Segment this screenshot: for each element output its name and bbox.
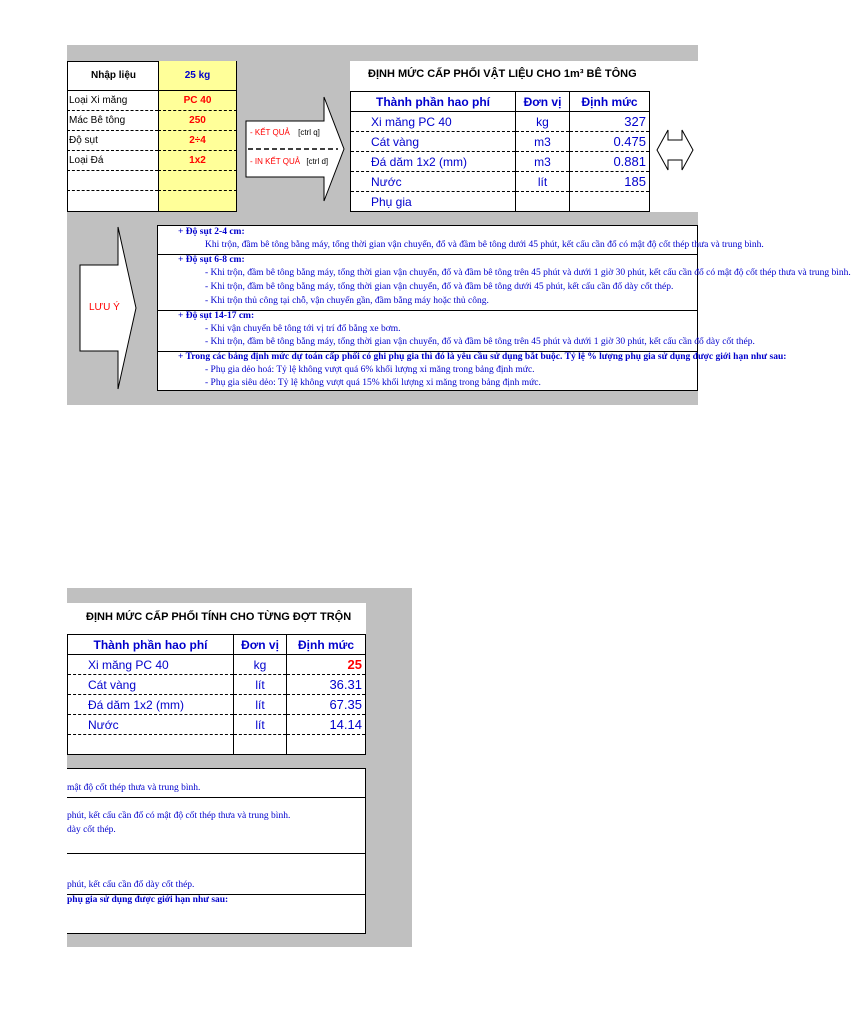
note-line: - Khi trộn, đầm bê tông bằng máy, tổng thời gian vận chuyển, đổ và đầm bê tông trên 45 phút và dưới 1 giờ 30 phút, kết cấu cần đổ dày cốt thép. xyxy=(205,337,755,347)
ket-qua-shortcut: [ctrl q] xyxy=(298,128,320,137)
table1-header-component: Thành phần hao phí xyxy=(351,92,516,112)
note-line: - Khi trộn, đầm bê tông bằng máy, tổng thời gian vận chuyển, đổ và đầm bê tông trên 45 phút và dưới 1 giờ 30 phút, kết cấu cần đổ có mật độ cốt thép thưa và trung bình. xyxy=(205,268,851,278)
in-ket-qua-label: - IN KẾT QUẢ xyxy=(250,157,301,166)
note-line: - Khi trộn, đầm bê tông bằng máy, tổng thời gian vận chuyển, đổ và đầm bê tông dưới 45 phút, kết cấu cần đổ dày cốt thép. xyxy=(205,282,674,292)
table2-cell-value xyxy=(287,735,366,755)
table1-cell-unit xyxy=(516,192,570,212)
table1-cell-unit: m3 xyxy=(516,132,570,152)
table2-cell-value: 67.35 xyxy=(287,695,366,715)
note-line: - Phụ gia dẻo hoá: Tỷ lệ không vượt quá 6% khối lượng xi măng trong bảng định mức. xyxy=(205,365,535,375)
table1-cell-value: 185 xyxy=(570,172,650,192)
note-line: + Độ sụt 2-4 cm: xyxy=(178,227,245,237)
note-line: - Khi vận chuyển bê tông tới vị trí đổ bằng xe bơm. xyxy=(205,324,401,334)
note-line: phụ gia sử dụng được giới hạn như sau: xyxy=(67,895,229,905)
table2-cell-value: 36.31 xyxy=(287,675,366,695)
table1-cell-unit: lít xyxy=(516,172,570,192)
table2-header-norm: Định mức xyxy=(287,635,366,655)
table1-header-norm: Định mức xyxy=(570,92,650,112)
note-line: mật độ cốt thép thưa và trung bình. xyxy=(67,783,201,793)
table2-cell-name xyxy=(68,735,234,755)
table-row xyxy=(68,675,366,695)
table1-cell-unit: kg xyxy=(516,112,570,132)
table2-cell-unit: kg xyxy=(234,655,287,675)
table1-cell-value: 0.881 xyxy=(570,152,650,172)
ket-qua-button[interactable] xyxy=(250,128,320,137)
note-line: dày cốt thép. xyxy=(67,825,116,835)
table2-cell-unit xyxy=(234,735,287,755)
table-row xyxy=(351,192,650,212)
table2-cell-name: Nước xyxy=(68,715,234,735)
table2-header-unit: Đơn vị xyxy=(234,635,287,655)
note-line: phút, kết cấu cần đổ có mật độ cốt thép thưa và trung bình. xyxy=(67,811,291,821)
table1-cell-name: Phụ gia xyxy=(351,192,516,212)
double-arrow-icon[interactable] xyxy=(656,128,694,172)
ket-qua-label: - KẾT QUẢ xyxy=(250,128,290,137)
table2 xyxy=(67,634,366,755)
note-line: + Độ sụt 6-8 cm: xyxy=(178,255,245,265)
input-label-cement: Loại Xi măng xyxy=(67,91,158,111)
input-label-stone: Loại Đá xyxy=(67,151,158,171)
table1-cell-value: 0.475 xyxy=(570,132,650,152)
table2-cell-value: 14.14 xyxy=(287,715,366,735)
table1-cell-unit: m3 xyxy=(516,152,570,172)
table-row xyxy=(351,152,650,172)
input-value-empty-1[interactable] xyxy=(158,171,237,191)
table1-cell-name: Nước xyxy=(351,172,516,192)
input-label-empty-2 xyxy=(67,191,158,212)
note-line: + Trong các bảng định mức dự toán cấp phối có ghi phụ gia thì đó là yêu cầu sử dụng bắt buộc. Tỷ lệ % lượng phụ gia sử dụng được giới hạn như sau: xyxy=(178,352,787,362)
table1-cell-name: Xi măng PC 40 xyxy=(351,112,516,132)
input-value-grade[interactable]: 250 xyxy=(158,111,237,131)
in-ket-qua-shortcut: [ctrl d] xyxy=(306,157,329,166)
table-row xyxy=(351,132,650,152)
table2-header-component: Thành phần hao phí xyxy=(68,635,234,655)
note-line: Khi trộn, đầm bê tông bằng máy, tổng thời gian vận chuyển, đổ và đầm bê tông dưới 45 phút, kết cấu cần đổ có mật độ cốt thép thưa và trung bình. xyxy=(205,240,764,250)
note-line: + Độ sụt 14-17 cm: xyxy=(178,311,255,321)
table-row xyxy=(68,695,366,715)
input-header-label: Nhập liệu xyxy=(67,61,158,91)
table1-cell-name: Cát vàng xyxy=(351,132,516,152)
table-row xyxy=(68,715,366,735)
table-row xyxy=(351,172,650,192)
note-line: - Phụ gia siêu dẻo: Tỷ lệ không vượt quá 15% khối lượng xi măng trong bảng định mức. xyxy=(205,378,541,388)
in-ket-qua-button[interactable] xyxy=(250,157,328,166)
input-label-grade: Mác Bê tông xyxy=(67,111,158,131)
notes-box xyxy=(157,225,851,391)
note-line: phút, kết cấu cần đổ dày cốt thép. xyxy=(67,880,195,890)
table2-cell-value: 25 xyxy=(287,655,366,675)
note-label: LƯU Ý xyxy=(89,302,120,313)
input-value-cement[interactable]: PC 40 xyxy=(158,91,237,111)
input-value-empty-2[interactable] xyxy=(158,191,237,212)
table1-cell-value: 327 xyxy=(570,112,650,132)
table-row xyxy=(68,735,366,755)
table2-cell-name: Xi măng PC 40 xyxy=(68,655,234,675)
table-row xyxy=(351,112,650,132)
note-line: - Khi trộn thủ công tại chỗ, vận chuyển gần, đầm bằng máy hoặc thủ công. xyxy=(205,296,489,306)
table1 xyxy=(350,91,650,212)
table-row xyxy=(68,655,366,675)
table2-cell-name: Cát vàng xyxy=(68,675,234,695)
notes-continuation-box xyxy=(67,768,366,934)
table1-cell-name: Đá dăm 1x2 (mm) xyxy=(351,152,516,172)
result-arrow xyxy=(246,97,346,201)
input-header-value[interactable]: 25 kg xyxy=(158,61,237,91)
table2-cell-unit: lít xyxy=(234,675,287,695)
input-label-empty-1 xyxy=(67,171,158,191)
table2-cell-unit: lít xyxy=(234,695,287,715)
input-value-stone[interactable]: 1x2 xyxy=(158,151,237,171)
table1-cell-value xyxy=(570,192,650,212)
table1-title: ĐỊNH MỨC CẤP PHỐI VẬT LIỆU CHO 1m³ BÊ TÔNG xyxy=(368,68,637,80)
table2-title: ĐỊNH MỨC CẤP PHỐI TÍNH CHO TỪNG ĐỢT TRỘN xyxy=(86,611,352,623)
table1-header-unit: Đơn vị xyxy=(516,92,570,112)
input-label-slump: Độ sụt xyxy=(67,131,158,151)
table2-cell-name: Đá dăm 1x2 (mm) xyxy=(68,695,234,715)
input-value-slump[interactable]: 2÷4 xyxy=(158,131,237,151)
table2-cell-unit: lít xyxy=(234,715,287,735)
